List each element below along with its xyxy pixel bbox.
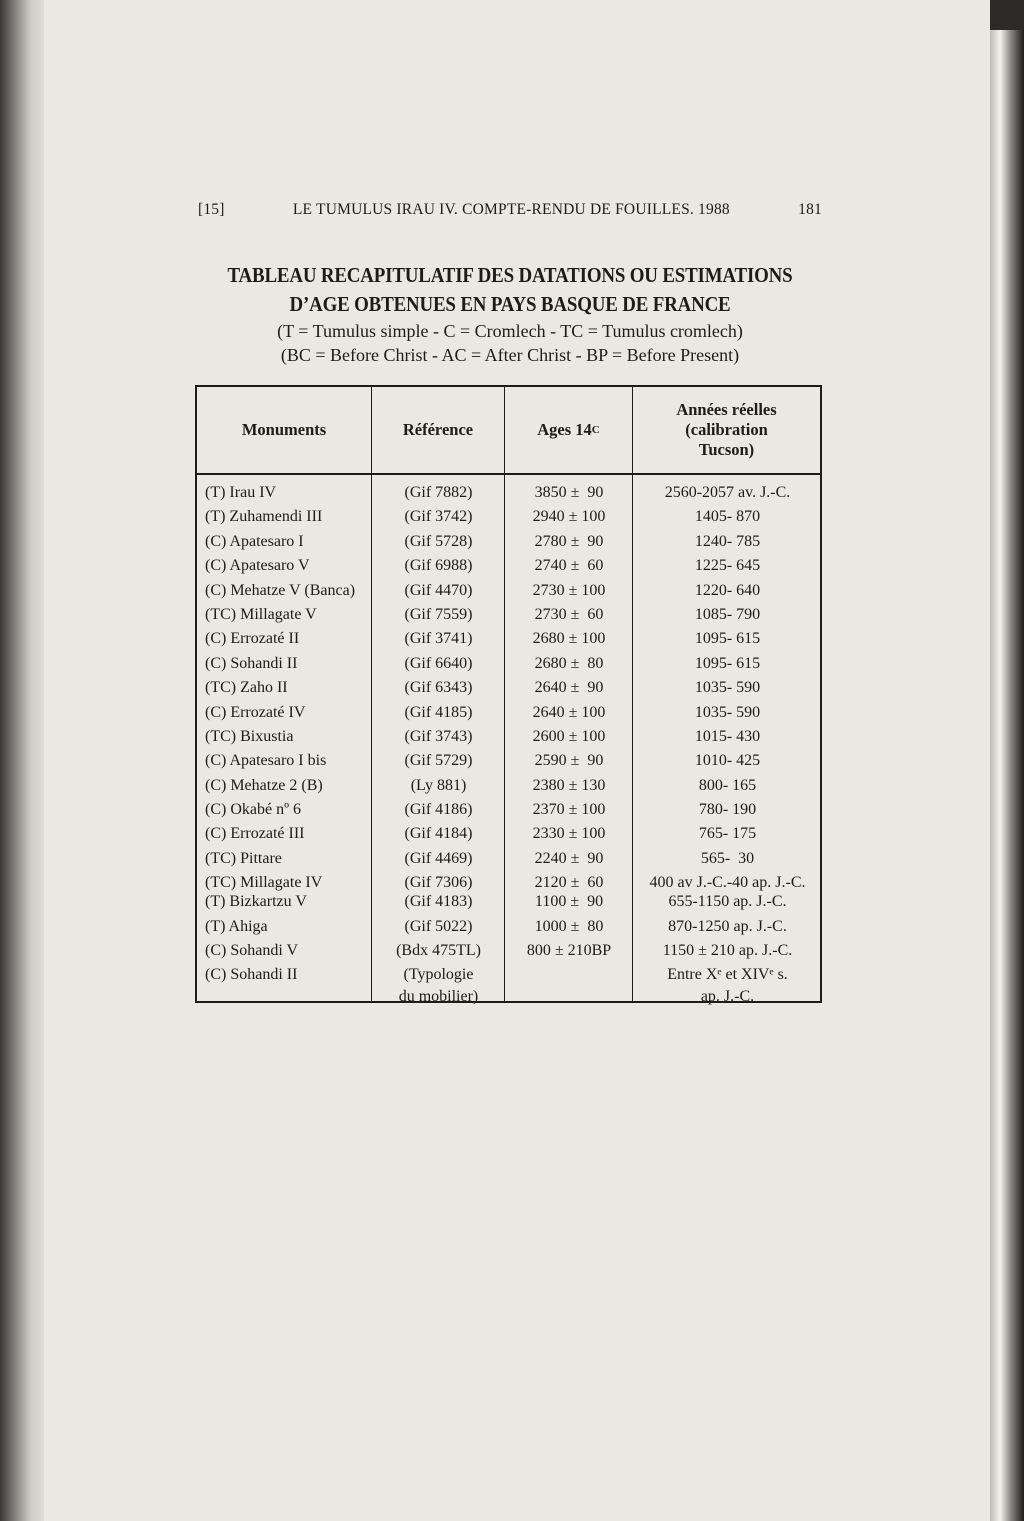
table-row (197, 825, 820, 849)
years-cell-text: 1010- 425 (694, 752, 761, 770)
years-cell (633, 942, 822, 960)
age-cell (505, 893, 633, 911)
reference-cell-text: (Gif 3741) (404, 630, 473, 648)
monument-cell (205, 850, 282, 868)
age-cell-text: 2730 ± 60 (534, 605, 604, 623)
years-cell (633, 893, 822, 911)
monument-cell-text: (T) Bizkartzu V (205, 893, 307, 911)
monument-cell-text: (C) Errozaté II (205, 630, 300, 648)
table-title-line1: TABLEAU RECAPITULATIF DES DATATIONS OU ESTIMATIONS (227, 263, 793, 287)
monument-cell (205, 801, 301, 819)
years-cell-text: 765- 175 (698, 825, 757, 843)
reference-cell (372, 582, 505, 600)
reference-cell-text: (Gif 5022) (404, 917, 473, 935)
reference-cell-text: (Gif 6343) (404, 679, 473, 697)
years-cell-text: 2560-2057 av. J.-C. (664, 484, 791, 501)
age-cell (505, 606, 633, 624)
age-cell-text: 2640 ± 90 (534, 679, 604, 697)
monument-cell-text: (C) Apatesaro I (205, 532, 304, 550)
monument-cell (205, 728, 293, 746)
monument-cell-text: (T) Zuhamendi III (205, 508, 323, 526)
reference-cell (372, 777, 505, 795)
years-cell-text: 1240- 785 (694, 532, 761, 550)
years-cell-text: 1220- 640 (694, 581, 761, 599)
years-cell (633, 582, 822, 600)
years-cell-text: 1035- 590 (694, 679, 761, 697)
age-cell-text: 2780 ± 90 (534, 532, 604, 550)
reference-cell-text: (Gif 7306) (404, 874, 473, 892)
table-body (197, 484, 820, 1010)
reference-cell-text: (Gif 6988) (404, 557, 473, 575)
monument-cell-text: (C) Errozaté IV (205, 703, 306, 721)
reference-cell (372, 484, 505, 502)
monument-cell-text: (C) Mehatze 2 (B) (205, 776, 323, 794)
reference-cell (372, 728, 505, 746)
age-cell-text: 2730 ± 100 (532, 581, 606, 599)
years-cell (633, 679, 822, 697)
table-row (197, 679, 820, 703)
header-ages-subscript: C (591, 424, 600, 436)
age-cell (505, 942, 633, 960)
monument-cell (205, 825, 305, 843)
monument-cell-text: (C) Apatesaro I bis (205, 752, 327, 770)
monument-cell-text: (C) Sohandi II (205, 654, 298, 672)
table-row (197, 582, 820, 606)
reference-cell (372, 508, 505, 526)
monument-cell (205, 630, 299, 648)
age-cell-text: 1000 ± 80 (534, 917, 604, 935)
monument-cell (205, 704, 305, 722)
reference-cell-text: (Bdx 475TL) (396, 942, 481, 960)
header-ages (505, 387, 632, 473)
years-cell (633, 966, 822, 1006)
monument-cell-text: (TC) Pittare (205, 849, 282, 867)
age-cell (505, 825, 633, 843)
monument-cell-text: (TC) Millagate IV (205, 874, 323, 892)
years-cell-text: 655-1150 ap. J.-C. (668, 893, 787, 911)
header-calibrated-years (633, 387, 820, 473)
table-row (197, 508, 820, 532)
years-cell (633, 606, 822, 624)
running-head (198, 201, 822, 219)
header-monuments: Monuments (241, 420, 327, 439)
monument-cell (205, 874, 322, 892)
monument-cell-text: (C) Mehatze V (Banca) (205, 581, 356, 599)
years-cell (633, 918, 822, 936)
monument-cell (205, 508, 322, 526)
age-cell-text: 2240 ± 90 (534, 849, 604, 867)
years-cell-text: 1015- 430 (694, 727, 761, 745)
page-number: 181 (798, 201, 822, 218)
years-cell (633, 728, 822, 746)
book-gutter (0, 0, 44, 1521)
years-cell-text: 800- 165 (698, 776, 757, 794)
reference-cell (372, 893, 505, 911)
monument-cell-text: (T) Irau IV (205, 484, 277, 501)
years-cell (633, 704, 822, 722)
header-years-line1: Années réelles (676, 400, 777, 419)
table-row (197, 850, 820, 874)
years-cell (633, 777, 822, 795)
years-cell-text: 1035- 590 (694, 703, 761, 721)
age-cell (505, 508, 633, 526)
monument-cell (205, 484, 276, 502)
monument-cell (205, 533, 304, 551)
reference-cell-text: (Gif 6640) (404, 654, 473, 672)
age-cell-text: 2680 ± 80 (534, 654, 604, 672)
age-cell-text: 2640 ± 100 (532, 703, 606, 721)
dating-table (195, 385, 822, 1006)
age-cell (505, 484, 633, 502)
table-row (197, 630, 820, 654)
years-cell-text: 1405- 870 (694, 508, 761, 526)
table-row (197, 655, 820, 679)
table-row (197, 704, 820, 728)
table-row (197, 966, 820, 1010)
age-cell (505, 850, 633, 868)
age-cell-text: 2940 ± 100 (532, 508, 606, 526)
age-cell-text: 2370 ± 100 (532, 801, 606, 819)
monument-cell (205, 893, 307, 911)
table-row (197, 893, 820, 917)
reference-cell (372, 966, 505, 1006)
years-cell (633, 533, 822, 551)
years-cell-text: 870-1250 ap. J.-C. (668, 917, 787, 935)
age-cell-text: 2600 ± 100 (532, 727, 606, 745)
years-cell (633, 508, 822, 526)
reference-cell-text: (Gif 5728) (404, 532, 473, 550)
reference-cell-text: (Gif 4470) (404, 581, 473, 599)
legend-abbreviations: (BC = Before Christ - AC = After Christ - BP = Before Present) (280, 345, 740, 365)
table-row (197, 918, 820, 942)
monument-cell (205, 606, 317, 624)
table-row (197, 533, 820, 557)
years-cell (633, 752, 822, 770)
monument-cell-text: (TC) Bixustia (205, 727, 294, 745)
table-row (197, 777, 820, 801)
years-cell-text: 1095- 615 (694, 654, 761, 672)
legend-monument-types: (T = Tumulus simple - C = Cromlech - TC = Tumulus cromlech) (277, 321, 743, 341)
age-cell-text: 2590 ± 90 (534, 752, 604, 770)
years-cell-text: 780- 190 (698, 801, 757, 819)
reference-cell (372, 704, 505, 722)
age-cell (505, 655, 633, 673)
section-number: [15] (198, 201, 225, 218)
years-cell-text: Entre Xᵉ et XIVᵉ s. (667, 966, 788, 984)
table-title-line2: D’AGE OBTENUES EN PAYS BASQUE DE FRANCE (289, 292, 731, 316)
age-cell (505, 679, 633, 697)
years-cell-text: 1095- 615 (694, 630, 761, 648)
age-cell (505, 777, 633, 795)
reference-cell (372, 533, 505, 551)
age-cell-text: 2120 ± 60 (534, 874, 604, 892)
years-cell (633, 850, 822, 868)
age-cell-text: 2330 ± 100 (532, 825, 606, 843)
age-cell (505, 582, 633, 600)
age-cell (505, 704, 633, 722)
reference-cell (372, 825, 505, 843)
years-cell (633, 655, 822, 673)
monument-cell-text: (T) Ahiga (205, 917, 268, 935)
monument-cell (205, 582, 355, 600)
years-cell-text: 565- 30 (700, 849, 755, 867)
monument-cell (205, 752, 326, 770)
header-divider (197, 473, 820, 475)
reference-cell-text: (Gif 3742) (404, 508, 473, 526)
reference-cell-text: (Gif 5729) (404, 752, 473, 770)
monument-cell-text: (C) Okabé nº 6 (205, 801, 302, 819)
reference-cell (372, 606, 505, 624)
reference-cell (372, 801, 505, 819)
reference-cell-text: (Gif 4469) (404, 849, 473, 867)
reference-cell-text: (Gif 3743) (404, 727, 473, 745)
reference-cell-text: (Typologie (403, 966, 474, 984)
reference-cell (372, 850, 505, 868)
reference-cell (372, 557, 505, 575)
age-cell (505, 728, 633, 746)
reference-cell-text: (Gif 4183) (404, 893, 473, 911)
monument-cell-text: (C) Apatesaro V (205, 557, 310, 575)
reference-cell-text: (Gif 7882) (404, 484, 473, 501)
reference-cell-text: (Gif 4185) (404, 703, 473, 721)
age-cell (505, 630, 633, 648)
reference-cell (372, 630, 505, 648)
reference-cell (372, 752, 505, 770)
age-cell-text: 2740 ± 60 (534, 557, 604, 575)
table-row (197, 752, 820, 776)
header-years-line2: (calibration (685, 420, 768, 439)
monument-cell-text: (TC) Millagate V (205, 605, 317, 623)
years-cell (633, 801, 822, 819)
years-cell-text: 1150 ± 210 ap. J.-C. (662, 942, 793, 960)
reference-cell (372, 655, 505, 673)
monument-cell (205, 679, 288, 697)
page-edges (990, 30, 1024, 1521)
reference-cell-text: (Gif 7559) (404, 605, 473, 623)
reference-cell-text-line2: du mobilier) (398, 988, 479, 1006)
years-cell (633, 630, 822, 648)
table-row (197, 606, 820, 630)
header-years-line3: Tucson) (698, 440, 755, 459)
monument-cell (205, 918, 268, 936)
monument-cell (205, 655, 297, 673)
monument-cell-text: (C) Sohandi II (205, 966, 298, 984)
monument-cell-text: (C) Sohandi V (205, 942, 299, 960)
monument-cell-text: (C) Errozaté III (205, 825, 305, 843)
reference-cell (372, 679, 505, 697)
age-cell-text: 2380 ± 130 (532, 776, 606, 794)
age-cell (505, 752, 633, 770)
age-cell-text: 2680 ± 100 (532, 630, 606, 648)
monument-cell (205, 966, 297, 984)
years-cell-text-line2: ap. J.-C. (700, 988, 755, 1006)
years-cell (633, 874, 822, 892)
running-title: LE TUMULUS IRAU IV. COMPTE-RENDU DE FOUILLES. 1988 (292, 201, 730, 218)
table-row (197, 801, 820, 825)
years-cell-text: 1085- 790 (694, 605, 761, 623)
header-ages-label: Ages 14 (537, 420, 592, 439)
reference-cell (372, 874, 505, 892)
monument-cell (205, 557, 310, 575)
years-cell-text: 400 av J.-C.-40 ap. J.-C. (649, 874, 806, 892)
table-row (197, 874, 820, 893)
monument-cell (205, 777, 323, 795)
reference-cell-text: (Gif 4184) (404, 825, 473, 843)
reference-cell (372, 918, 505, 936)
age-cell (505, 918, 633, 936)
table-row (197, 484, 820, 508)
age-cell-text: 3850 ± 90 (534, 484, 604, 501)
years-cell-text: 1225- 645 (694, 557, 761, 575)
age-cell (505, 874, 633, 892)
age-cell-text: 1100 ± 90 (534, 893, 604, 911)
reference-cell-text: (Ly 881) (410, 776, 467, 794)
years-cell (633, 825, 822, 843)
monument-cell (205, 942, 298, 960)
reference-cell-text: (Gif 4186) (404, 801, 473, 819)
table-row (197, 942, 820, 966)
age-cell-text: 800 ± 210BP (526, 942, 612, 960)
monument-cell-text: (TC) Zaho II (205, 679, 288, 697)
table-row (197, 557, 820, 581)
age-cell (505, 801, 633, 819)
age-cell (505, 557, 633, 575)
years-cell (633, 557, 822, 575)
reference-cell (372, 942, 505, 960)
header-reference: Référence (402, 420, 474, 439)
years-cell (633, 484, 822, 502)
table-row (197, 728, 820, 752)
age-cell (505, 533, 633, 551)
